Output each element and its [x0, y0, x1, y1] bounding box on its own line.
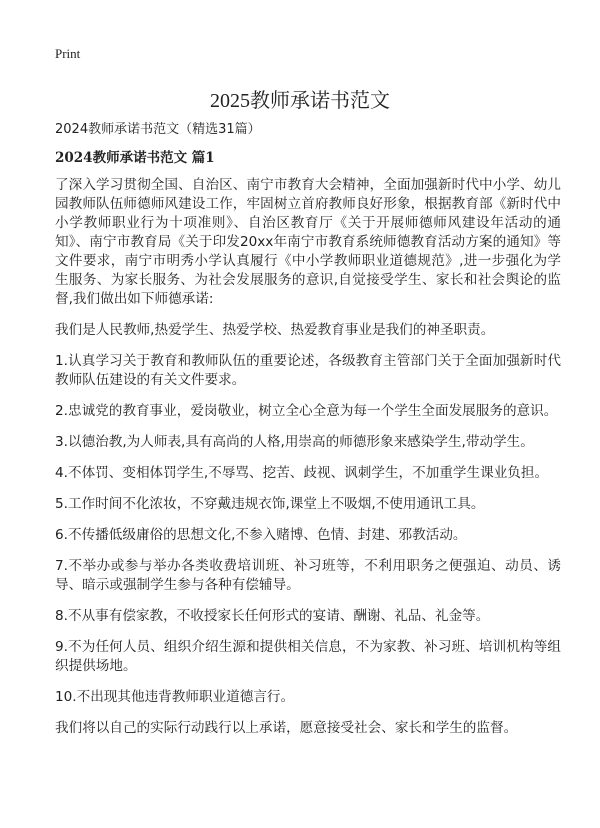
paragraph: 我们是人民教师,热爱学生、热爱学校、热爱教育事业是我们的神圣职责。: [55, 322, 495, 338]
paragraph: 1.认真学习关于教育和教师队伍的重要论述，各级教育主管部门关于全面加强新时代教师队伍建设的有关文件要求。: [55, 353, 561, 388]
paragraph: 9.不为任何人员、组织介绍生源和提供相关信息，不为家教、补习班、培训机构等组织提供场地。: [55, 639, 561, 674]
paragraph: 5.工作时间不化浓妆，不穿戴违规衣饰,课堂上不吸烟,不使用通讯工具。: [55, 496, 485, 512]
section-heading: 2024教师承诺书范文 篇1: [55, 150, 215, 166]
paragraph: 了深入学习贯彻全国、自治区、南宁市教育大会精神，全面加强新时代中小学、幼儿园教师队伍师德师风建设工作，牢固树立首府教师良好形象，根据教育部《新时代中小学教师职业行为十项准则》、自治区教育厅《关于开展师德师风建设年活动的通知》、南宁市教育局《关于印发20xx年南宁市教育系统师德教育活动方案的通知》等文件要求，南宁市明秀小学认真履行《中小学教师职业道德规范》,进一步强化为学生服务、为家长服务、为社会发展服务的意识,自觉接受学生、家长和社会舆论的监督,我们做出如下师德承诺:: [55, 177, 561, 307]
document-body: [55, 121, 561, 750]
document-subtitle: 2024教师承诺书范文（精选31篇）: [55, 122, 261, 137]
paragraph-list: [55, 176, 561, 738]
paragraph: 7.不举办或参与举办各类收费培训班、补习班等，不利用职务之便强迫、动员、诱导、暗示或强制学生参与各种有偿辅导。: [55, 558, 561, 593]
paragraph: 2.忠诚党的教育事业，爱岗敬业，树立全心全意为每一个学生全面发展服务的意识。: [55, 403, 558, 419]
print-link[interactable]: Print: [55, 46, 81, 61]
paragraph: 3.以德治教,为人师表,具有高尚的人格,用崇高的师德形象来感染学生,带动学生。: [55, 434, 534, 450]
paragraph: 8.不从事有偿家教，不收授家长任何形式的宴请、酬谢、礼品、礼金等。: [55, 608, 490, 624]
paragraph: 我们将以自己的实际行动践行以上承诺，愿意接受社会、家长和学生的监督。: [55, 720, 518, 736]
document-title: 2025教师承诺书范文: [210, 90, 390, 112]
paragraph: 4.不体罚、变相体罚学生,不辱骂、挖苦、歧视、讽刺学生，不加重学生课业负担。: [55, 465, 549, 481]
paragraph: 6.不传播低级庸俗的思想文化,不参入赌博、色情、封建、邪教活动。: [55, 527, 467, 543]
paragraph: 10.不出现其他违背教师职业道德言行。: [55, 689, 295, 705]
